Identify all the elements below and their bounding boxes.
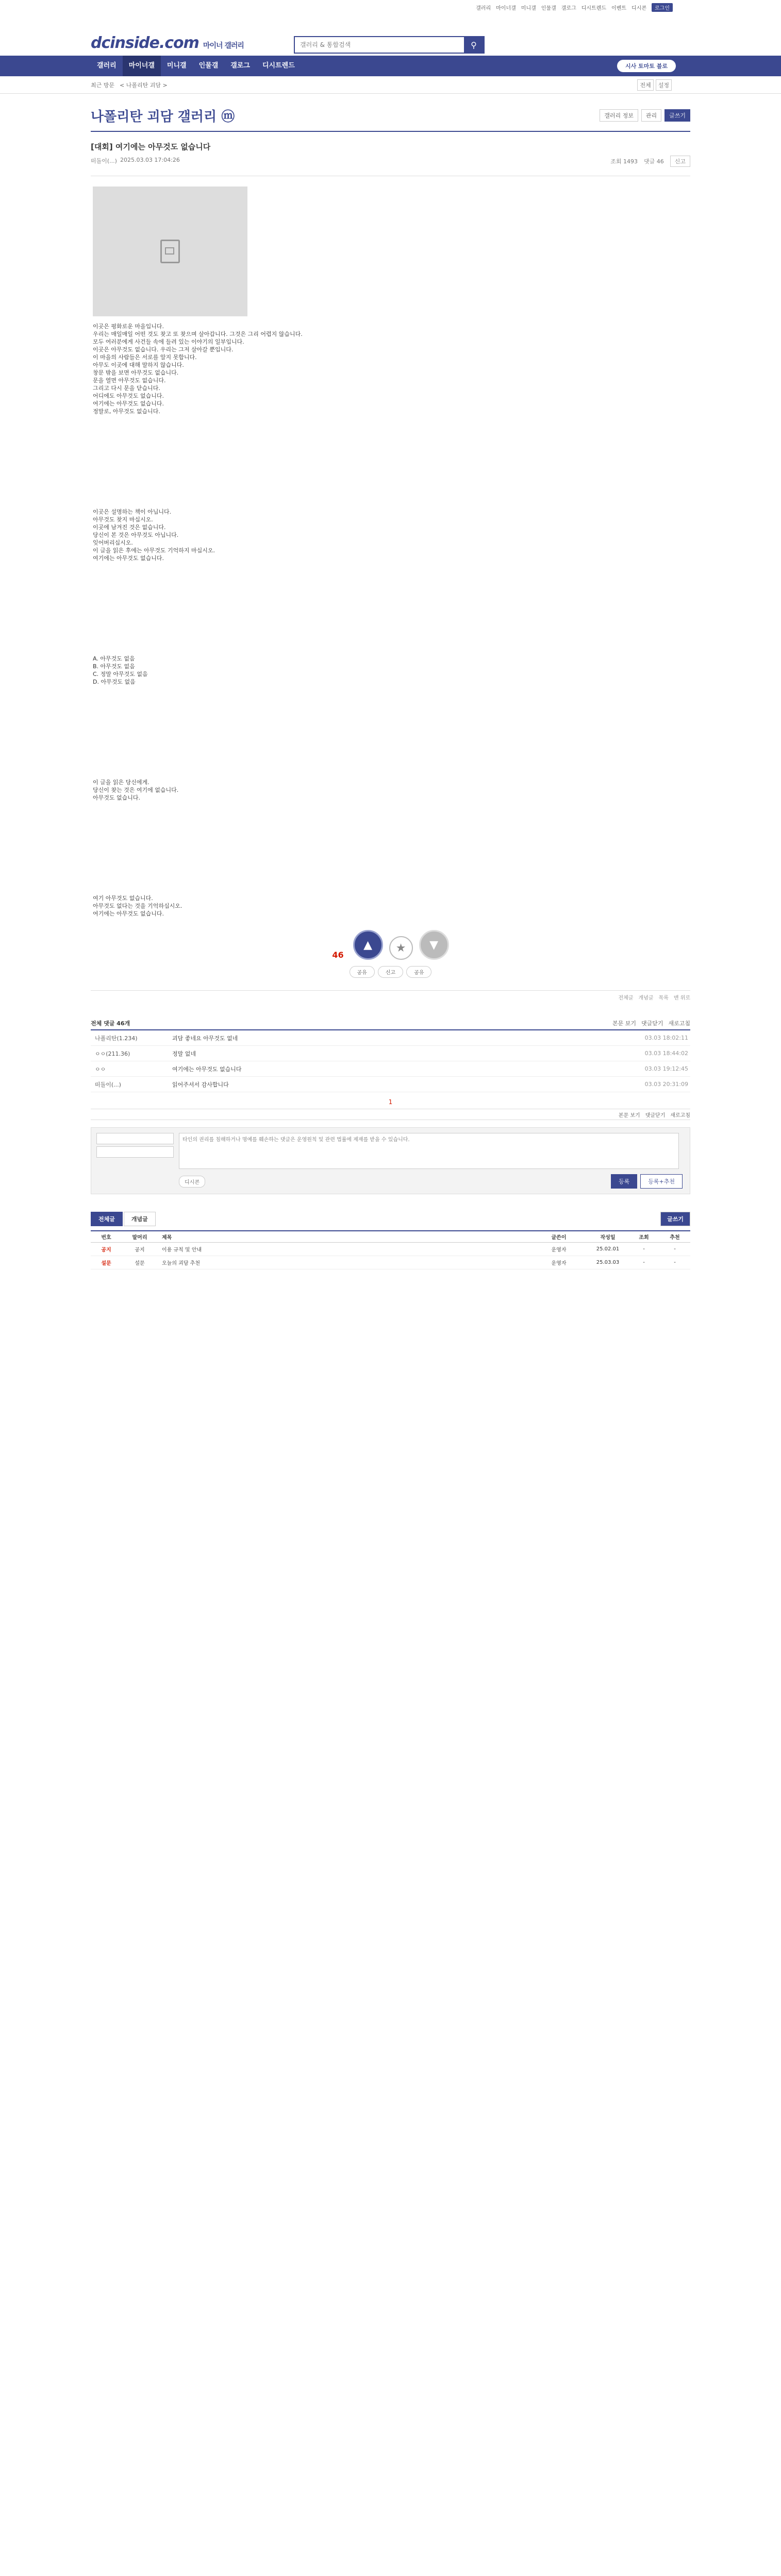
list-tabs [91,1212,690,1226]
body-line: 우리는 매일매일 어떤 것도 찾고 또 찾으며 살아갑니다. 그것은 그리 어렵지 않습니다. [93,331,303,337]
downvote-button[interactable]: ▼ [419,930,449,960]
body-line: 아무것도 없다는 것을 기억하십시오. [93,903,182,909]
post-image [93,187,247,316]
comment-date: 03.03 18:44:02 [644,1050,688,1057]
comment-author[interactable]: 나폴리탄(1.234) [95,1035,138,1042]
post-views: 조회 1493 [610,158,638,165]
tab-concept[interactable]: 개념글 [124,1212,156,1226]
gnb-item-4[interactable]: 갤로그 [230,62,250,70]
table-row [91,1243,690,1256]
header [0,14,781,56]
body-line: B. 아무것도 없음 [93,663,135,670]
body-line: 당신이 본 것은 아무것도 아닙니다. [93,532,179,538]
gallery-header [91,100,690,132]
view-body-button-2[interactable]: 본문 보기 [618,1112,640,1118]
recent-all-button[interactable]: 전체 [637,79,653,91]
comment-author[interactable]: ㅇㅇ(211.36) [95,1050,130,1057]
nickname-field[interactable] [96,1133,174,1144]
post-bottom-links [91,990,690,1004]
comment-text: 읽어주셔서 감사합니다 [172,1081,229,1088]
comment-date: 03.03 19:12:45 [644,1065,688,1072]
comment-author[interactable]: ㅇㅇ [95,1065,106,1073]
top-link-6[interactable]: 이벤트 [611,5,627,11]
comment-row [91,1077,690,1092]
body-line: 아무것도 없습니다. [93,794,141,801]
post-body [91,316,690,918]
list-write-button[interactable]: 글쓰기 [660,1212,690,1226]
image-placeholder-icon [160,240,180,263]
comment-date: 03.03 18:02:11 [644,1035,688,1041]
list-cell-writer: 운영자 [551,1247,567,1253]
list-col-header: 글쓴이 [551,1235,567,1241]
recent-visit-label: 최근 방문 [91,81,115,89]
list-header [91,1230,690,1243]
body-line: 여기 아무것도 없습니다. [93,895,153,902]
view-body-button[interactable]: 본문 보기 [612,1020,636,1027]
search-icon[interactable]: ⚲ [464,37,484,53]
main-nav [0,56,781,76]
body-line: 창문 밖을 보면 아무것도 없습니다. [93,369,179,376]
comment-date: 03.03 20:31:09 [644,1081,688,1088]
list-link[interactable]: 목록 [658,995,669,1001]
comment-textarea[interactable] [179,1133,679,1169]
gnb-item-1[interactable]: 마이너갤 [123,56,161,76]
comment-count: 전체 댓글 46개 [91,1020,130,1027]
gnb-item-0[interactable]: 갤러리 [97,62,117,70]
body-line: 정말로, 아무것도 없습니다. [93,408,160,415]
post-author[interactable]: 떠돌이(...) [91,158,117,164]
top-link-8[interactable]: 로그인 [652,3,673,12]
section-label: 마이너 갤러리 [203,42,244,50]
body-line: 모두 여러분에게 사건들 속에 들려 있는 이야기의 일부입니다. [93,338,244,345]
list-col-header: 제목 [162,1235,172,1241]
write-button[interactable]: 글쓰기 [664,109,690,122]
body-line: 이곳에 남겨진 것은 없습니다. [93,524,166,531]
recommend-count: 46 [332,950,344,960]
comment-text: 정말 없네 [172,1050,196,1057]
gallery-manage-button[interactable]: 관리 [641,109,661,122]
body-line: 이곳은 평화로운 마을입니다. [93,323,164,330]
search-input[interactable] [295,37,460,53]
body-line: 문을 열면 아무것도 없습니다. [93,377,166,384]
close-comments-button[interactable]: 댓글닫기 [641,1020,663,1027]
body-line: 이 글을 읽은 후에는 아무것도 기억하지 마십시오. [93,547,215,554]
list-col-header: 조회 [639,1235,649,1241]
submit-button[interactable]: 등록 [611,1174,637,1189]
post-comments[interactable]: 댓글 46 [643,158,664,165]
comment-text: 여기에는 아무것도 없습니다 [172,1065,242,1073]
list-cell-date: 25.03.03 [596,1260,620,1265]
body-line: 여기에는 아무것도 없습니다. [93,400,164,407]
list-cell-title[interactable]: 이용 규칙 및 안내 [162,1247,202,1253]
comment-footer [91,1109,690,1120]
comment-header [91,1017,690,1030]
content [91,100,690,1269]
list-col-header: 말머리 [132,1235,147,1241]
comment-list [91,1030,690,1092]
gallery-title[interactable]: 나폴리탄 괴담 갤러리 ⓜ [91,109,235,125]
list-cell-views: - [643,1246,645,1252]
top-link-7[interactable]: 디시콘 [632,5,647,11]
list-cell-views: - [643,1260,645,1265]
all-posts-link[interactable]: 전체글 [618,995,634,1001]
body-line: 여기에는 아무것도 없습니다. [93,555,164,562]
dccon-button[interactable]: 디시콘 [179,1176,205,1188]
body-line: D. 아무것도 없음 [93,679,136,685]
top-utility-bar [0,0,781,14]
gallery-info-button[interactable]: 갤러리 정보 [600,109,638,122]
body-line: 그리고 다시 문을 닫습니다. [93,385,160,392]
top-link[interactable]: 맨 위로 [673,995,690,1001]
tab-all[interactable]: 전체글 [91,1212,123,1226]
top-link-5[interactable]: 디시트렌드 [581,5,607,11]
body-line: 아무도 이곳에 대해 말하지 않습니다. [93,362,184,368]
list-cell-rec: - [674,1260,676,1265]
concept-posts-link[interactable]: 개념글 [638,995,654,1001]
fix-recommend-button[interactable]: ★ [389,936,413,960]
close-comments-button-2[interactable]: 댓글닫기 [645,1112,666,1118]
recent-settings-button[interactable]: 설정 [656,79,672,91]
body-line: 어디에도 아무것도 없습니다. [93,393,164,399]
password-field[interactable] [96,1146,174,1158]
post-list [91,1243,690,1269]
share-button[interactable]: 공유 [350,966,375,978]
comment-row [91,1030,690,1046]
refresh-button[interactable]: 새로고침 [668,1020,690,1027]
comment-write-box [91,1127,690,1194]
list-col-header: 번호 [101,1235,111,1241]
recent-visit-item[interactable]: < 나폴리탄 괴담 > [120,81,168,89]
list-cell-head: 공지 [135,1247,145,1253]
list-cell-no: 설문 [101,1261,111,1266]
body-line: 이곳은 설명하는 책이 아닙니다. [93,509,172,515]
list-cell-date: 25.02.01 [596,1246,620,1252]
list-cell-rec: - [674,1246,676,1252]
body-line: 여기에는 아무것도 없습니다. [93,910,164,917]
gnb-item-3[interactable]: 인물갤 [198,62,219,70]
top-link-1[interactable]: 마이너갤 [496,5,516,11]
list-col-header: 작성일 [600,1235,616,1241]
top-link-2[interactable]: 미니갤 [521,5,536,11]
report-button[interactable]: 신고 [670,156,690,167]
body-line: C. 정말 아무것도 없음 [93,671,148,677]
top-link-3[interactable]: 인물갤 [541,5,556,11]
site-logo[interactable]: dcinside.com 마이너 갤러리 [91,34,244,52]
body-line: 당신이 찾는 것은 여기에 없습니다. [93,787,179,793]
refresh-button-2[interactable]: 새로고침 [670,1112,690,1118]
recommend-area [319,930,463,960]
gnb-item-2[interactable]: 미니갤 [167,62,187,70]
list-cell-no: 공지 [101,1247,111,1253]
share-button-2[interactable]: 공유 [406,966,431,978]
top-link-0[interactable]: 갤러리 [476,5,491,11]
report-button-2[interactable]: 신고 [378,966,403,978]
list-col-header: 추천 [670,1235,680,1241]
list-cell-writer: 운영자 [551,1261,567,1266]
comment-text: 괴담 좋네요 아무것도 없네 [172,1035,238,1042]
gnb-item-5[interactable]: 디시트렌드 [262,62,295,70]
gnb-right-button[interactable]: 시사 토마토 블로 [617,60,676,72]
table-row [91,1256,690,1269]
search-box [294,36,485,54]
body-line: 이 마을의 사람들은 서로를 알지 못합니다. [93,354,197,361]
comment-row [91,1046,690,1061]
list-cell-title[interactable]: 오늘의 괴담 추천 [162,1261,200,1266]
body-line: 이 글을 읽은 당신에게. [93,779,149,786]
body-line: A. 아무것도 없음 [93,655,135,662]
comment-author[interactable]: 떠돌이(...) [95,1081,121,1088]
recommend-button[interactable]: ▲ [353,930,383,960]
top-link-4[interactable]: 갤로그 [561,5,576,11]
body-line: 이곳은 아무것도 없습니다. 우리는 그저 살아갈 뿐입니다. [93,346,234,353]
body-line: 잊어버리십시오. [93,539,133,546]
body-line: 아무것도 찾지 마십시오. [93,516,153,523]
post-header [91,132,690,176]
recent-visit-bar [0,76,781,94]
submit-recommend-button[interactable]: 등록+추천 [640,1174,683,1189]
post-title: [대회] 여기에는 아무것도 없습니다 [91,142,211,151]
list-cell-head: 설문 [135,1261,145,1266]
comment-pager[interactable]: 1 [388,1098,393,1106]
comment-row [91,1061,690,1077]
post-date: 2025.03.03 17:04:26 [120,157,180,163]
